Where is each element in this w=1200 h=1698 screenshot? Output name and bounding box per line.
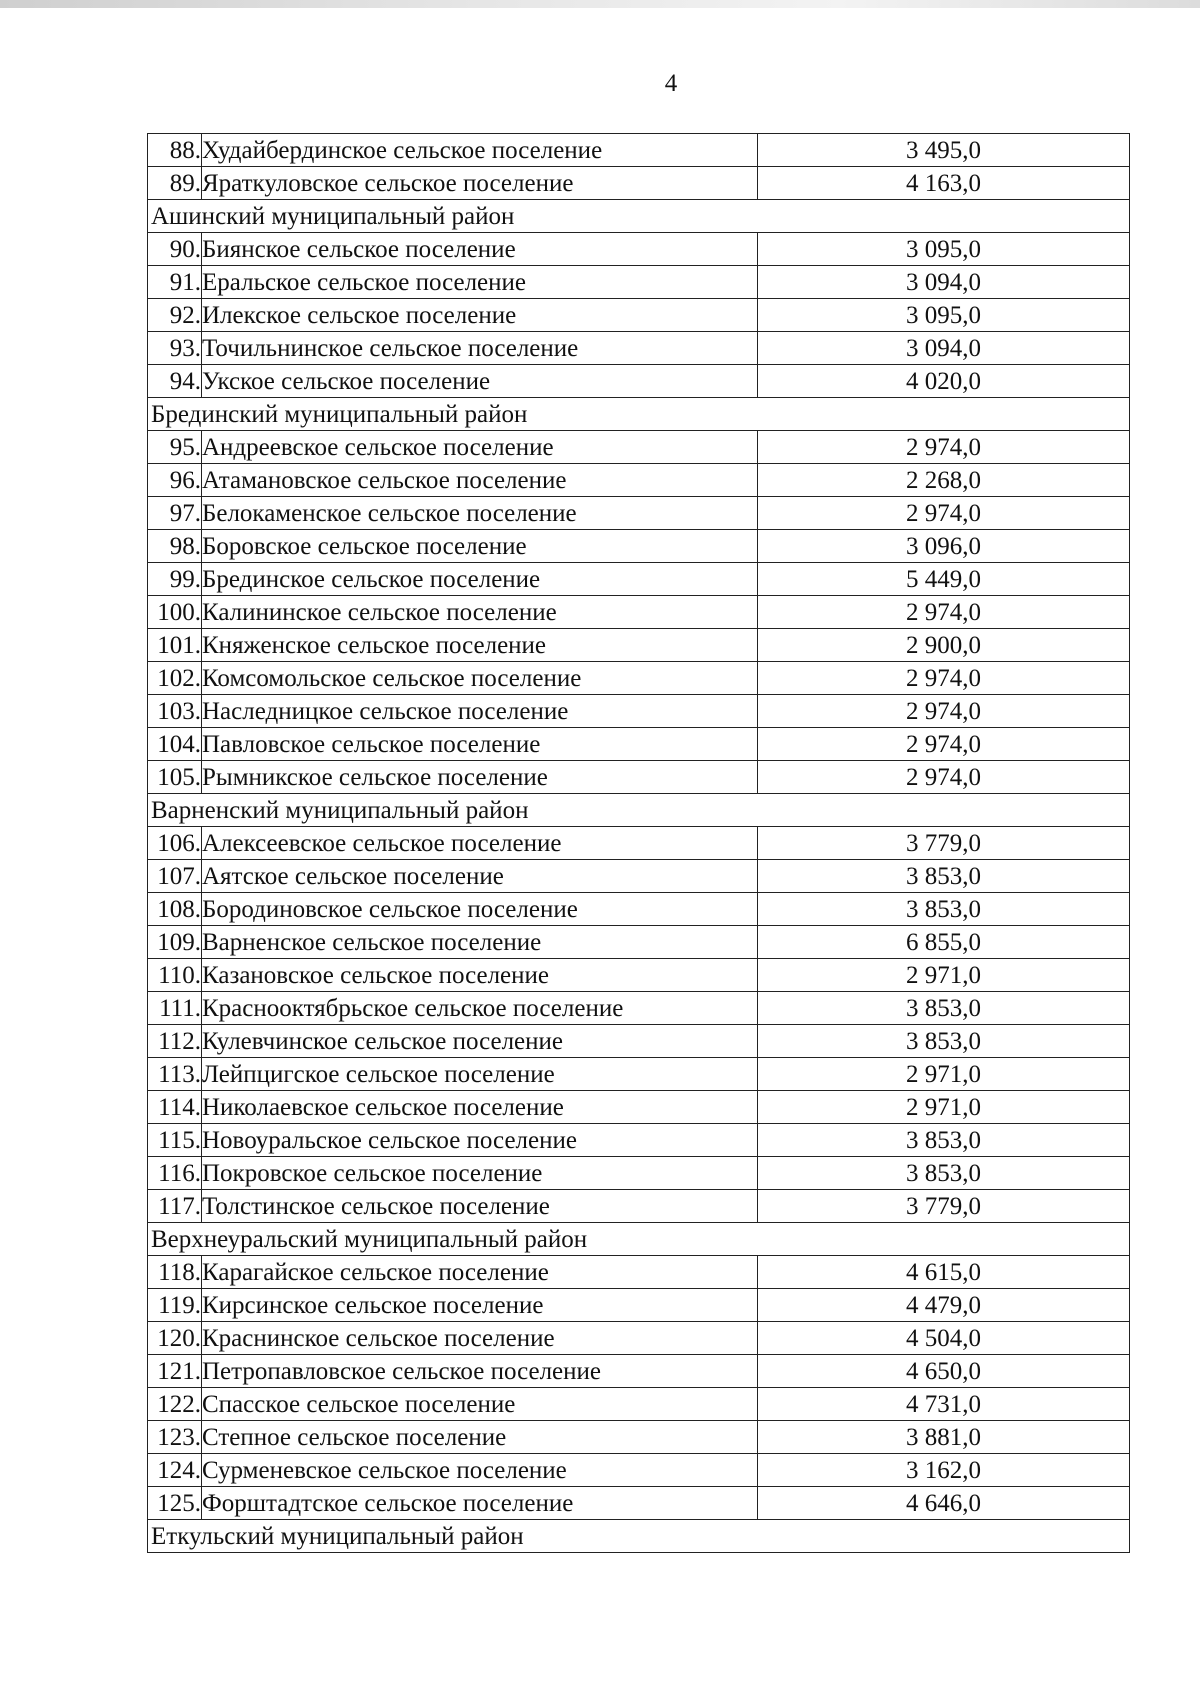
settlement-name: Аятское сельское поселение — [202, 860, 758, 893]
district-name: Ашинский муниципальный район — [148, 200, 1130, 233]
row-number: 114. — [148, 1091, 202, 1124]
settlement-name: Укское сельское поселение — [202, 365, 758, 398]
settlement-name: Лейпцигское сельское поселение — [202, 1058, 758, 1091]
row-number: 89. — [148, 167, 202, 200]
table-row — [148, 1289, 1130, 1322]
table-row — [148, 266, 1130, 299]
row-number: 119. — [148, 1289, 202, 1322]
district-header-row — [148, 1520, 1130, 1553]
settlement-name: Кирсинское сельское поселение — [202, 1289, 758, 1322]
settlement-name: Калининское сельское поселение — [202, 596, 758, 629]
table-row — [148, 1388, 1130, 1421]
allocation-value: 3 853,0 — [758, 1124, 1130, 1157]
allocation-value: 2 974,0 — [758, 695, 1130, 728]
table-row — [148, 431, 1130, 464]
table-row — [148, 563, 1130, 596]
row-number: 91. — [148, 266, 202, 299]
settlement-name: Спасское сельское поселение — [202, 1388, 758, 1421]
allocation-value: 3 779,0 — [758, 1190, 1130, 1223]
row-number: 107. — [148, 860, 202, 893]
settlement-name: Форштадтское сельское поселение — [202, 1487, 758, 1520]
table-row — [148, 1124, 1130, 1157]
row-number: 112. — [148, 1025, 202, 1058]
settlement-name: Николаевское сельское поселение — [202, 1091, 758, 1124]
table-row — [148, 1157, 1130, 1190]
row-number: 101. — [148, 629, 202, 662]
settlement-name: Биянское сельское поселение — [202, 233, 758, 266]
table-row — [148, 299, 1130, 332]
row-number: 100. — [148, 596, 202, 629]
row-number: 116. — [148, 1157, 202, 1190]
allocation-table-body — [148, 134, 1130, 1553]
settlement-name: Атамановское сельское поселение — [202, 464, 758, 497]
settlement-name: Яраткуловское сельское поселение — [202, 167, 758, 200]
allocation-value: 3 779,0 — [758, 827, 1130, 860]
settlement-name: Наследницкое сельское поселение — [202, 695, 758, 728]
settlement-name: Варненское сельское поселение — [202, 926, 758, 959]
row-number: 106. — [148, 827, 202, 860]
allocation-value: 4 020,0 — [758, 365, 1130, 398]
table-row — [148, 1091, 1130, 1124]
table-row — [148, 695, 1130, 728]
allocation-value: 3 095,0 — [758, 233, 1130, 266]
table-row — [148, 860, 1130, 893]
table-row — [148, 629, 1130, 662]
allocation-value: 3 853,0 — [758, 1025, 1130, 1058]
settlement-name: Казановское сельское поселение — [202, 959, 758, 992]
settlement-name: Покровское сельское поселение — [202, 1157, 758, 1190]
allocation-value: 2 974,0 — [758, 662, 1130, 695]
allocation-value: 4 163,0 — [758, 167, 1130, 200]
settlement-name: Новоуральское сельское поселение — [202, 1124, 758, 1157]
table-row — [148, 959, 1130, 992]
row-number: 122. — [148, 1388, 202, 1421]
allocation-value: 2 268,0 — [758, 464, 1130, 497]
row-number: 120. — [148, 1322, 202, 1355]
row-number: 102. — [148, 662, 202, 695]
district-name: Еткульский муниципальный район — [148, 1520, 1130, 1553]
table-row — [148, 827, 1130, 860]
allocation-value: 3 495,0 — [758, 134, 1130, 167]
settlement-name: Андреевское сельское поселение — [202, 431, 758, 464]
row-number: 110. — [148, 959, 202, 992]
row-number: 93. — [148, 332, 202, 365]
allocation-value: 3 853,0 — [758, 992, 1130, 1025]
district-name: Брединский муниципальный район — [148, 398, 1130, 431]
row-number: 117. — [148, 1190, 202, 1223]
settlement-name: Степное сельское поселение — [202, 1421, 758, 1454]
row-number: 121. — [148, 1355, 202, 1388]
row-number: 92. — [148, 299, 202, 332]
table-row — [148, 365, 1130, 398]
row-number: 90. — [148, 233, 202, 266]
table-row — [148, 992, 1130, 1025]
district-header-row — [148, 200, 1130, 233]
table-row — [148, 497, 1130, 530]
settlement-name: Краснооктябрьское сельское поселение — [202, 992, 758, 1025]
settlement-name: Княженское сельское поселение — [202, 629, 758, 662]
settlement-name: Еральское сельское поселение — [202, 266, 758, 299]
table-row — [148, 926, 1130, 959]
allocation-value: 4 504,0 — [758, 1322, 1130, 1355]
row-number: 98. — [148, 530, 202, 563]
district-name: Верхнеуральский муниципальный район — [148, 1223, 1130, 1256]
row-number: 88. — [148, 134, 202, 167]
settlement-name: Боровское сельское поселение — [202, 530, 758, 563]
settlement-name: Сурменевское сельское поселение — [202, 1454, 758, 1487]
scan-edge — [0, 0, 1200, 8]
row-number: 115. — [148, 1124, 202, 1157]
allocation-table — [147, 133, 1130, 1553]
table-row — [148, 233, 1130, 266]
table-row — [148, 893, 1130, 926]
allocation-value: 4 646,0 — [758, 1487, 1130, 1520]
table-row — [148, 1256, 1130, 1289]
settlement-name: Павловское сельское поселение — [202, 728, 758, 761]
settlement-name: Комсомольское сельское поселение — [202, 662, 758, 695]
allocation-value: 3 162,0 — [758, 1454, 1130, 1487]
allocation-value: 4 615,0 — [758, 1256, 1130, 1289]
row-number: 113. — [148, 1058, 202, 1091]
row-number: 97. — [148, 497, 202, 530]
table-row — [148, 1025, 1130, 1058]
row-number: 103. — [148, 695, 202, 728]
allocation-value: 5 449,0 — [758, 563, 1130, 596]
allocation-value: 3 853,0 — [758, 860, 1130, 893]
allocation-value: 3 096,0 — [758, 530, 1130, 563]
table-row — [148, 332, 1130, 365]
row-number: 94. — [148, 365, 202, 398]
row-number: 125. — [148, 1487, 202, 1520]
row-number: 111. — [148, 992, 202, 1025]
allocation-value: 2 974,0 — [758, 431, 1130, 464]
allocation-value: 2 971,0 — [758, 1091, 1130, 1124]
settlement-name: Илекское сельское поселение — [202, 299, 758, 332]
table-row — [148, 662, 1130, 695]
district-header-row — [148, 794, 1130, 827]
allocation-value: 3 881,0 — [758, 1421, 1130, 1454]
settlement-name: Петропавловское сельское поселение — [202, 1355, 758, 1388]
allocation-value: 4 731,0 — [758, 1388, 1130, 1421]
row-number: 123. — [148, 1421, 202, 1454]
table-row — [148, 1355, 1130, 1388]
allocation-value: 2 974,0 — [758, 497, 1130, 530]
settlement-name: Алексеевское сельское поселение — [202, 827, 758, 860]
row-number: 124. — [148, 1454, 202, 1487]
allocation-value: 2 971,0 — [758, 1058, 1130, 1091]
allocation-value: 6 855,0 — [758, 926, 1130, 959]
table-row — [148, 1322, 1130, 1355]
table-row — [148, 530, 1130, 563]
table-row — [148, 728, 1130, 761]
table-row — [148, 167, 1130, 200]
row-number: 109. — [148, 926, 202, 959]
row-number: 108. — [148, 893, 202, 926]
district-name: Варненский муниципальный район — [148, 794, 1130, 827]
settlement-name: Брединское сельское поселение — [202, 563, 758, 596]
allocation-value: 3 094,0 — [758, 266, 1130, 299]
settlement-name: Карагайское сельское поселение — [202, 1256, 758, 1289]
settlement-name: Толстинское сельское поселение — [202, 1190, 758, 1223]
table-row — [148, 596, 1130, 629]
allocation-value: 3 853,0 — [758, 893, 1130, 926]
settlement-name: Бородиновское сельское поселение — [202, 893, 758, 926]
page-number: 4 — [664, 70, 678, 97]
allocation-value: 4 479,0 — [758, 1289, 1130, 1322]
district-header-row — [148, 1223, 1130, 1256]
allocation-value: 3 853,0 — [758, 1157, 1130, 1190]
settlement-name: Худайбердинское сельское поселение — [202, 134, 758, 167]
table-row — [148, 761, 1130, 794]
allocation-value: 2 974,0 — [758, 728, 1130, 761]
allocation-value: 2 974,0 — [758, 596, 1130, 629]
district-header-row — [148, 398, 1130, 431]
table-row — [148, 1454, 1130, 1487]
allocation-value: 4 650,0 — [758, 1355, 1130, 1388]
allocation-value: 2 900,0 — [758, 629, 1130, 662]
table-row — [148, 1190, 1130, 1223]
settlement-name: Белокаменское сельское поселение — [202, 497, 758, 530]
row-number: 96. — [148, 464, 202, 497]
row-number: 118. — [148, 1256, 202, 1289]
allocation-value: 2 971,0 — [758, 959, 1130, 992]
table-row — [148, 134, 1130, 167]
settlement-name: Рымникское сельское поселение — [202, 761, 758, 794]
row-number: 99. — [148, 563, 202, 596]
row-number: 104. — [148, 728, 202, 761]
table-row — [148, 1421, 1130, 1454]
row-number: 95. — [148, 431, 202, 464]
table-row — [148, 1487, 1130, 1520]
row-number: 105. — [148, 761, 202, 794]
table-row — [148, 1058, 1130, 1091]
table-row — [148, 464, 1130, 497]
allocation-value: 3 094,0 — [758, 332, 1130, 365]
allocation-value: 3 095,0 — [758, 299, 1130, 332]
settlement-name: Кулевчинское сельское поселение — [202, 1025, 758, 1058]
settlement-name: Точильнинское сельское поселение — [202, 332, 758, 365]
settlement-name: Краснинское сельское поселение — [202, 1322, 758, 1355]
allocation-value: 2 974,0 — [758, 761, 1130, 794]
